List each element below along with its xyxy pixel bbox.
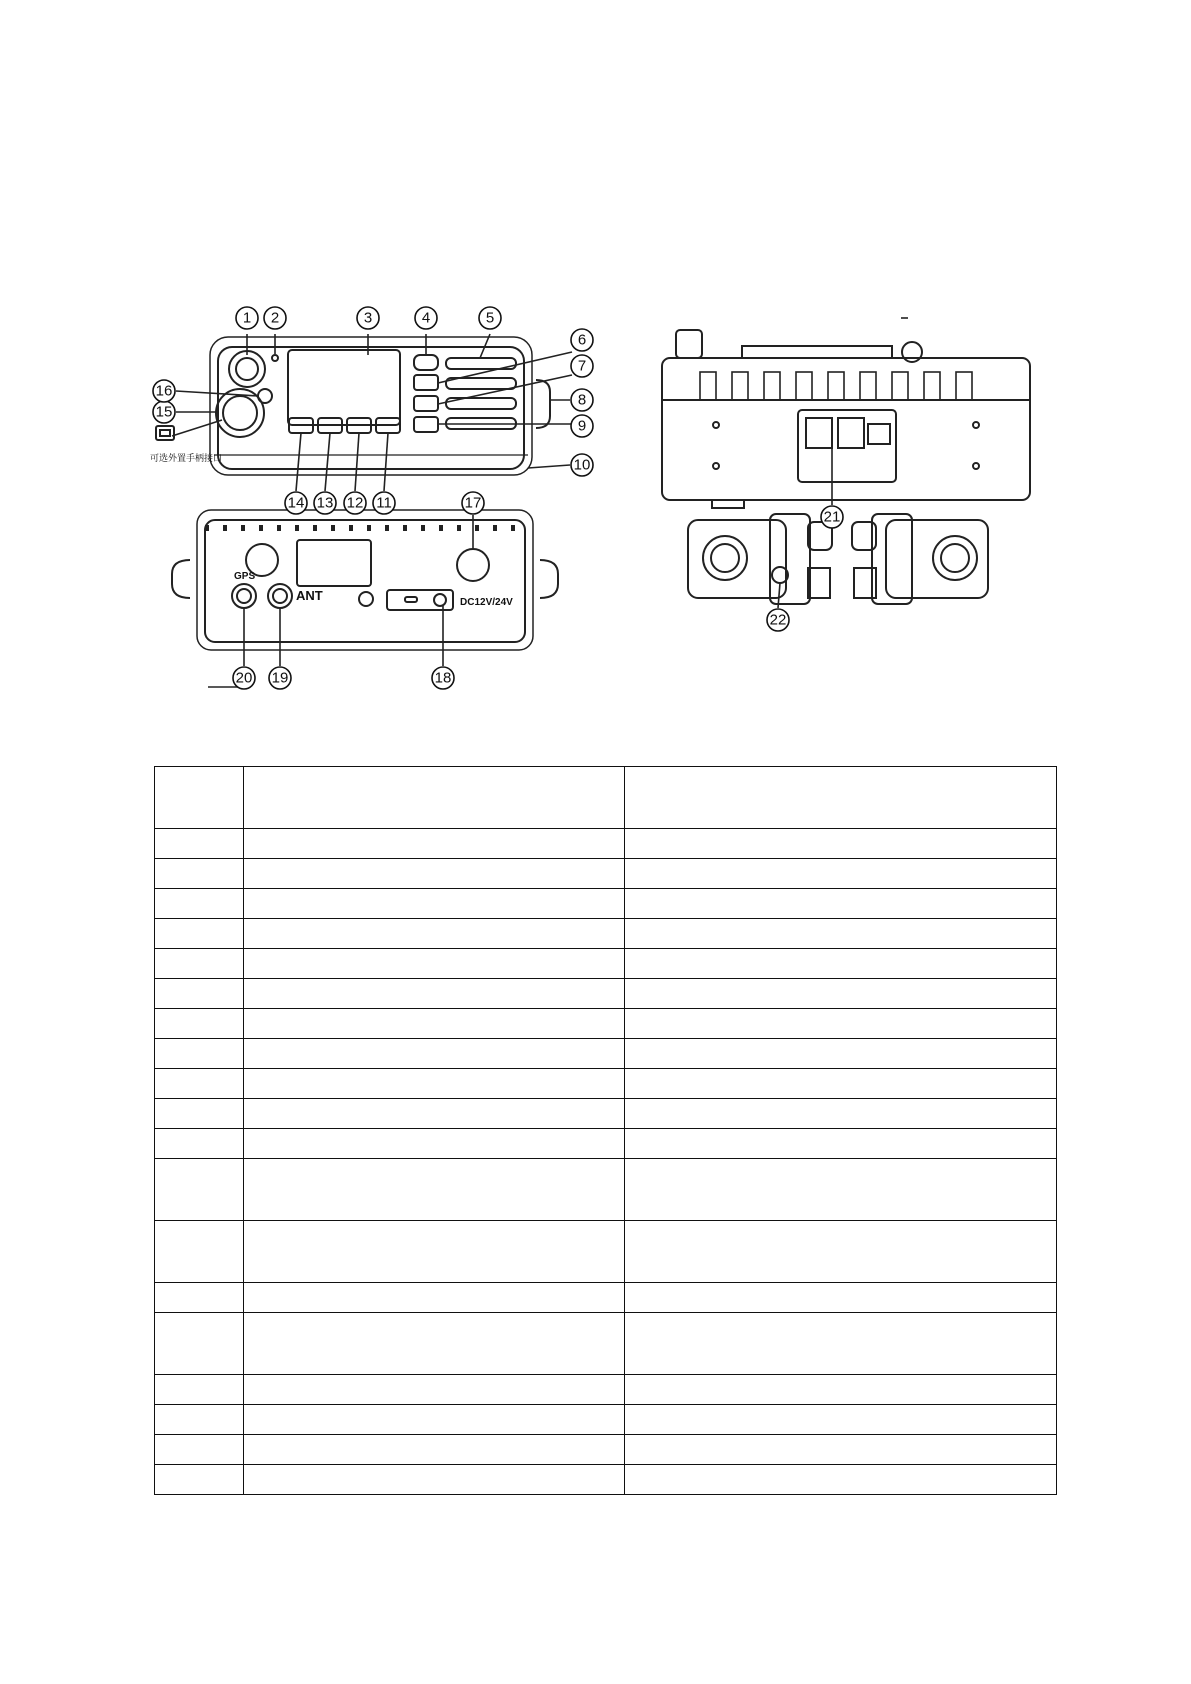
table-cell [155, 919, 244, 949]
table-cell [625, 1099, 1057, 1129]
table-row [155, 1039, 1057, 1069]
table-cell [625, 1009, 1057, 1039]
callout-19: 19 [271, 669, 289, 687]
rear-panel-drawing [172, 510, 558, 650]
table-cell [155, 829, 244, 859]
table-cell [155, 979, 244, 1009]
table-cell [155, 1313, 244, 1375]
table-cell [155, 949, 244, 979]
table-cell [244, 859, 625, 889]
table-row [155, 1009, 1057, 1039]
callout-8: 8 [577, 391, 587, 409]
callout-15: 15 [155, 403, 173, 421]
mic-port-note: 可选外置手柄接口 [150, 453, 223, 463]
callout-21: 21 [823, 508, 841, 526]
power-label: DC12V/24V [460, 597, 513, 608]
callout-1: 1 [242, 309, 252, 327]
table-cell [244, 1159, 625, 1221]
specification-table-body [155, 767, 1057, 1495]
table-cell [244, 1009, 625, 1039]
table-row [155, 1313, 1057, 1375]
table-cell [244, 1465, 625, 1495]
table-cell [625, 1129, 1057, 1159]
table-row [155, 1375, 1057, 1405]
table-cell [625, 829, 1057, 859]
callout-14: 14 [287, 494, 305, 512]
table-cell [155, 1465, 244, 1495]
table-cell [625, 1069, 1057, 1099]
callout-9: 9 [577, 417, 587, 435]
table-cell [625, 889, 1057, 919]
table-cell [625, 1435, 1057, 1465]
table-row [155, 1221, 1057, 1283]
table-row [155, 1283, 1057, 1313]
table-row [155, 1435, 1057, 1465]
table-cell [244, 767, 625, 829]
table-cell [244, 889, 625, 919]
table-row [155, 859, 1057, 889]
table-cell [244, 919, 625, 949]
table-row [155, 829, 1057, 859]
table-cell [625, 767, 1057, 829]
table-cell [155, 1069, 244, 1099]
callout-13: 13 [316, 494, 334, 512]
callout-5: 5 [485, 309, 495, 327]
table-row [155, 979, 1057, 1009]
table-cell [155, 1009, 244, 1039]
table-cell [155, 1405, 244, 1435]
table-cell [244, 1069, 625, 1099]
table-cell [155, 1283, 244, 1313]
table-row [155, 767, 1057, 829]
gps-label: GPS [234, 571, 256, 582]
table-cell [155, 1099, 244, 1129]
callout-22: 22 [769, 611, 787, 629]
callout-3: 3 [363, 309, 373, 327]
table-cell [625, 919, 1057, 949]
callout-11: 11 [376, 494, 392, 512]
table-row [155, 1465, 1057, 1495]
callout-leader-lines [172, 318, 908, 687]
table-cell [625, 859, 1057, 889]
table-row [155, 1099, 1057, 1129]
table-cell [244, 829, 625, 859]
callout-17: 17 [464, 494, 482, 512]
radio-diagram [0, 0, 1191, 720]
callout-6: 6 [577, 331, 587, 349]
table-cell [155, 767, 244, 829]
table-cell [244, 979, 625, 1009]
table-cell [155, 1375, 244, 1405]
table-cell [155, 1435, 244, 1465]
table-cell [625, 1313, 1057, 1375]
table-cell [625, 1283, 1057, 1313]
callout-16: 16 [155, 382, 173, 400]
table-cell [625, 1039, 1057, 1069]
table-cell [244, 1375, 625, 1405]
callout-4: 4 [421, 309, 431, 327]
table-cell [625, 1465, 1057, 1495]
table-cell [155, 859, 244, 889]
table-cell [625, 979, 1057, 1009]
table-row [155, 889, 1057, 919]
table-cell [244, 1099, 625, 1129]
table-cell [155, 1129, 244, 1159]
table-row [155, 1405, 1057, 1435]
table-cell [244, 949, 625, 979]
table-cell [155, 1221, 244, 1283]
callout-7: 7 [577, 357, 587, 375]
top-view-drawing [662, 330, 1030, 508]
table-row [155, 919, 1057, 949]
callout-12: 12 [346, 494, 364, 512]
table-cell [244, 1435, 625, 1465]
table-cell [244, 1313, 625, 1375]
side-views-drawing [688, 514, 988, 604]
table-cell [244, 1221, 625, 1283]
table-cell [155, 1039, 244, 1069]
table-cell [625, 1221, 1057, 1283]
table-cell [244, 1405, 625, 1435]
table-cell [625, 1159, 1057, 1221]
callout-10: 10 [573, 456, 591, 474]
radio-diagram-figure [0, 0, 1191, 720]
table-row [155, 1159, 1057, 1221]
table-cell [155, 1159, 244, 1221]
table-cell [244, 1039, 625, 1069]
table-row [155, 949, 1057, 979]
table-row [155, 1129, 1057, 1159]
specification-table [154, 766, 1057, 1495]
table-row [155, 1069, 1057, 1099]
table-cell [155, 889, 244, 919]
callout-18: 18 [434, 669, 452, 687]
ant-label: ANT [296, 588, 323, 603]
callout-20: 20 [235, 669, 253, 687]
table-cell [244, 1283, 625, 1313]
table-cell [625, 1405, 1057, 1435]
table-cell [244, 1129, 625, 1159]
callout-2: 2 [270, 309, 280, 327]
table-cell [625, 949, 1057, 979]
table-cell [625, 1375, 1057, 1405]
